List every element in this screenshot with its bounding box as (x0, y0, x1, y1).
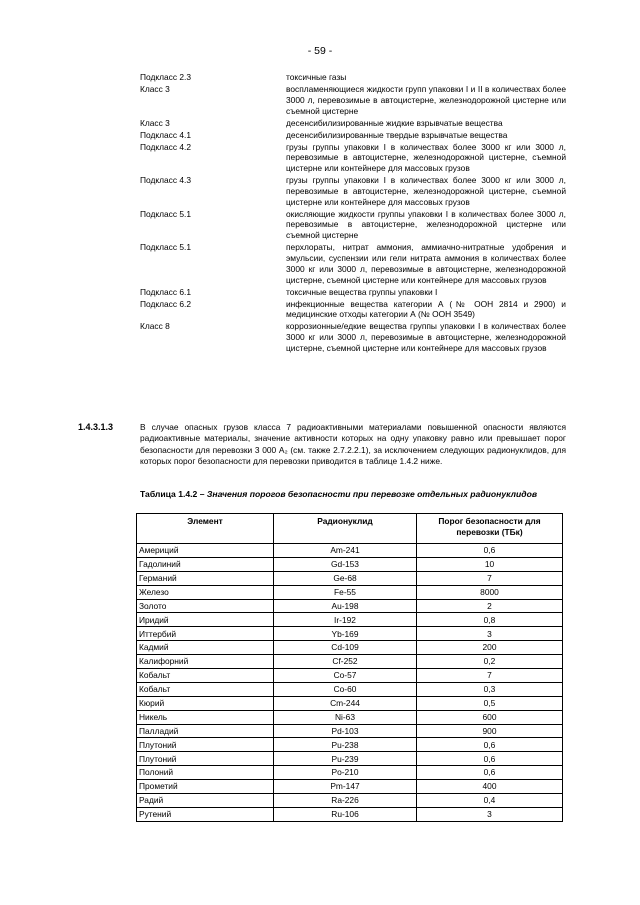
section-paragraph (78, 422, 566, 468)
class-name: Класс 8 (140, 321, 170, 332)
cell-radionuclide: Po-210 (274, 766, 417, 780)
class-name: Подкласс 6.1 (140, 286, 192, 297)
cell-threshold: 10 (417, 557, 563, 571)
table-row (137, 571, 563, 585)
table-row (137, 627, 563, 641)
cell-threshold: 0,6 (417, 766, 563, 780)
header-radionuclide: Радионуклид (274, 514, 417, 544)
table-title-prefix: Таблица 1.4.2 – (140, 489, 207, 499)
class-row (140, 209, 566, 241)
class-description: перхлораты, нитрат аммония, аммиачно-нитратные удобрения и эмульсии, суспензии или гели нитрата аммония в количествах более 3000 кг или 3000 л, перевозимые в автоцистерне, железнодорожной цистерне, съемной цистерне или контейнере для массовых грузов (286, 242, 566, 285)
cell-element: Палладий (137, 724, 274, 738)
section-text: В случае опасных грузов класса 7 радиоактивными материалами повышенной опасности являются радиоактивные материалы, значение активности которых на одну упаковку равно или превышает порог безопасности для перевозки 3 000 A₂ (см. также 2.7.2.2.1), за исключением следующих радионуклидов, для которых порог безопасности для перевозки приводится в таблице 1.4.2 ниже. (140, 422, 566, 467)
class-description: токсичные газы (286, 72, 347, 82)
class-name: Подкласс 4.3 (140, 175, 192, 186)
class-row (140, 72, 566, 83)
class-row (140, 118, 566, 129)
class-name: Подкласс 6.2 (140, 298, 192, 309)
table-row (137, 710, 563, 724)
cell-element: Плутоний (137, 752, 274, 766)
class-description: грузы группы упаковки I в количествах более 3000 кг или 3000 л, перевозимые в автоцистерне, железнодорожной цистерне, съемной цистерне или контейнере для массовых грузов (286, 175, 566, 207)
class-row (140, 142, 566, 174)
cell-element: Америций (137, 544, 274, 558)
cell-element: Калифорний (137, 655, 274, 669)
cell-threshold: 900 (417, 724, 563, 738)
cell-threshold: 0,5 (417, 696, 563, 710)
cell-radionuclide: Pu-239 (274, 752, 417, 766)
cell-threshold: 600 (417, 710, 563, 724)
cell-radionuclide: Co-57 (274, 669, 417, 683)
class-name: Подкласс 5.1 (140, 242, 192, 253)
cell-element: Кобальт (137, 682, 274, 696)
cell-radionuclide: Ni-63 (274, 710, 417, 724)
table-row (137, 724, 563, 738)
class-row (140, 130, 566, 141)
class-description: токсичные вещества группы упаковки I (286, 286, 438, 297)
hazard-class-list (140, 72, 566, 355)
cell-threshold: 3 (417, 807, 563, 821)
cell-threshold: 8000 (417, 585, 563, 599)
class-row (140, 321, 566, 353)
table-title-caption: Значения порогов безопасности при перевозке отдельных радионуклидов (206, 489, 538, 499)
table-row (137, 682, 563, 696)
table-row (137, 599, 563, 613)
class-row (140, 242, 566, 285)
cell-radionuclide: Cm-244 (274, 696, 417, 710)
cell-threshold: 3 (417, 627, 563, 641)
cell-element: Плутоний (137, 738, 274, 752)
table-row (137, 794, 563, 808)
cell-radionuclide: Yb-169 (274, 627, 417, 641)
table-row (137, 655, 563, 669)
table-row (137, 641, 563, 655)
table-row (137, 807, 563, 821)
cell-radionuclide: Gd-153 (274, 557, 417, 571)
cell-radionuclide: Cf-252 (274, 655, 417, 669)
class-description: окисляющие жидкости группы упаковки I в количествах более 3000 л, перевозимые в автоцистерне, железнодорожной цистерне или съемной цистерне (286, 208, 566, 241)
cell-element: Железо (137, 585, 274, 599)
cell-threshold: 0,8 (417, 613, 563, 627)
cell-threshold: 0,6 (417, 752, 563, 766)
table-header-row (137, 514, 563, 544)
cell-threshold: 200 (417, 641, 563, 655)
cell-radionuclide: Pd-103 (274, 724, 417, 738)
cell-radionuclide: Am-241 (274, 544, 417, 558)
class-row (140, 287, 566, 298)
cell-radionuclide: Au-198 (274, 599, 417, 613)
table-row (137, 780, 563, 794)
cell-element: Радий (137, 794, 274, 808)
table-row (137, 544, 563, 558)
cell-element: Кобальт (137, 669, 274, 683)
class-description: десенсибилизированные твердые взрывчатые вещества (286, 129, 508, 140)
class-name: Класс 3 (140, 83, 170, 94)
class-description: десенсибилизированные жидкие взрывчатые вещества (286, 117, 503, 128)
cell-threshold: 7 (417, 669, 563, 683)
page-number: - 59 - (307, 45, 333, 57)
class-row (140, 299, 566, 321)
cell-threshold: 0,6 (417, 544, 563, 558)
table-row (137, 766, 563, 780)
cell-element: Гадолиний (137, 557, 274, 571)
cell-radionuclide: Pu-238 (274, 738, 417, 752)
cell-threshold: 400 (417, 780, 563, 794)
class-row (140, 175, 566, 207)
cell-element: Кюрий (137, 696, 274, 710)
cell-element: Иридий (137, 613, 274, 627)
class-name: Подкласс 4.1 (140, 129, 192, 140)
cell-radionuclide: Ru-106 (274, 807, 417, 821)
class-row (140, 84, 566, 116)
class-description: коррозионные/едкие вещества группы упаковки I в количествах более 3000 кг или 3000 л, перевозимые в автоцистерне, железнодорожной цистерне, съемной цистерне или контейнере для массовых грузов (286, 321, 566, 353)
cell-element: Полоний (137, 766, 274, 780)
cell-element: Иттербий (137, 627, 274, 641)
cell-radionuclide: Fe-55 (274, 585, 417, 599)
table-row (137, 613, 563, 627)
cell-radionuclide: Cd-109 (274, 641, 417, 655)
cell-element: Германий (137, 571, 274, 585)
table-row (137, 669, 563, 683)
cell-radionuclide: Co-60 (274, 682, 417, 696)
table-row (137, 738, 563, 752)
header-element: Элемент (137, 514, 274, 544)
cell-threshold: 0,3 (417, 682, 563, 696)
cell-element: Золото (137, 599, 274, 613)
cell-radionuclide: Ra-226 (274, 794, 417, 808)
table-row (137, 557, 563, 571)
cell-element: Никель (137, 710, 274, 724)
table-row (137, 696, 563, 710)
class-description: грузы группы упаковки I в количествах более 3000 кг или 3000 л, перевозимые в автоцистерне, железнодорожной цистерне, съемной цистерне или контейнере для массовых грузов (286, 141, 566, 174)
table-title (140, 489, 566, 499)
class-name: Подкласс 5.1 (140, 208, 192, 219)
cell-threshold: 0,2 (417, 655, 563, 669)
cell-threshold: 0,6 (417, 738, 563, 752)
cell-element: Прометий (137, 780, 274, 794)
cell-radionuclide: Ir-192 (274, 613, 417, 627)
class-name: Класс 3 (140, 117, 170, 128)
cell-threshold: 7 (417, 571, 563, 585)
class-description: инфекционные вещества категории А (№ ООН 2814 и 2900) и медицинские отходы категории А (№ ООН 3549) (286, 298, 566, 320)
table-row (137, 585, 563, 599)
cell-radionuclide: Pm-147 (274, 780, 417, 794)
cell-threshold: 2 (417, 599, 563, 613)
class-name: Подкласс 4.2 (140, 141, 192, 152)
radionuclide-table (136, 513, 563, 822)
section-number: 1.4.3.1.3 (78, 422, 114, 432)
table-row (137, 752, 563, 766)
cell-element: Кадмий (137, 641, 274, 655)
cell-element: Рутений (137, 807, 274, 821)
cell-threshold: 0,4 (417, 794, 563, 808)
class-name: Подкласс 2.3 (140, 72, 192, 82)
class-description: воспламеняющиеся жидкости групп упаковки I и II в количествах более 3000 л, перевозимые в автоцистерне, железнодорожной цистерне или съемной цистерне (286, 83, 566, 116)
header-threshold: Порог безопасности для перевозки (ТБк) (417, 514, 563, 544)
cell-radionuclide: Ge-68 (274, 571, 417, 585)
